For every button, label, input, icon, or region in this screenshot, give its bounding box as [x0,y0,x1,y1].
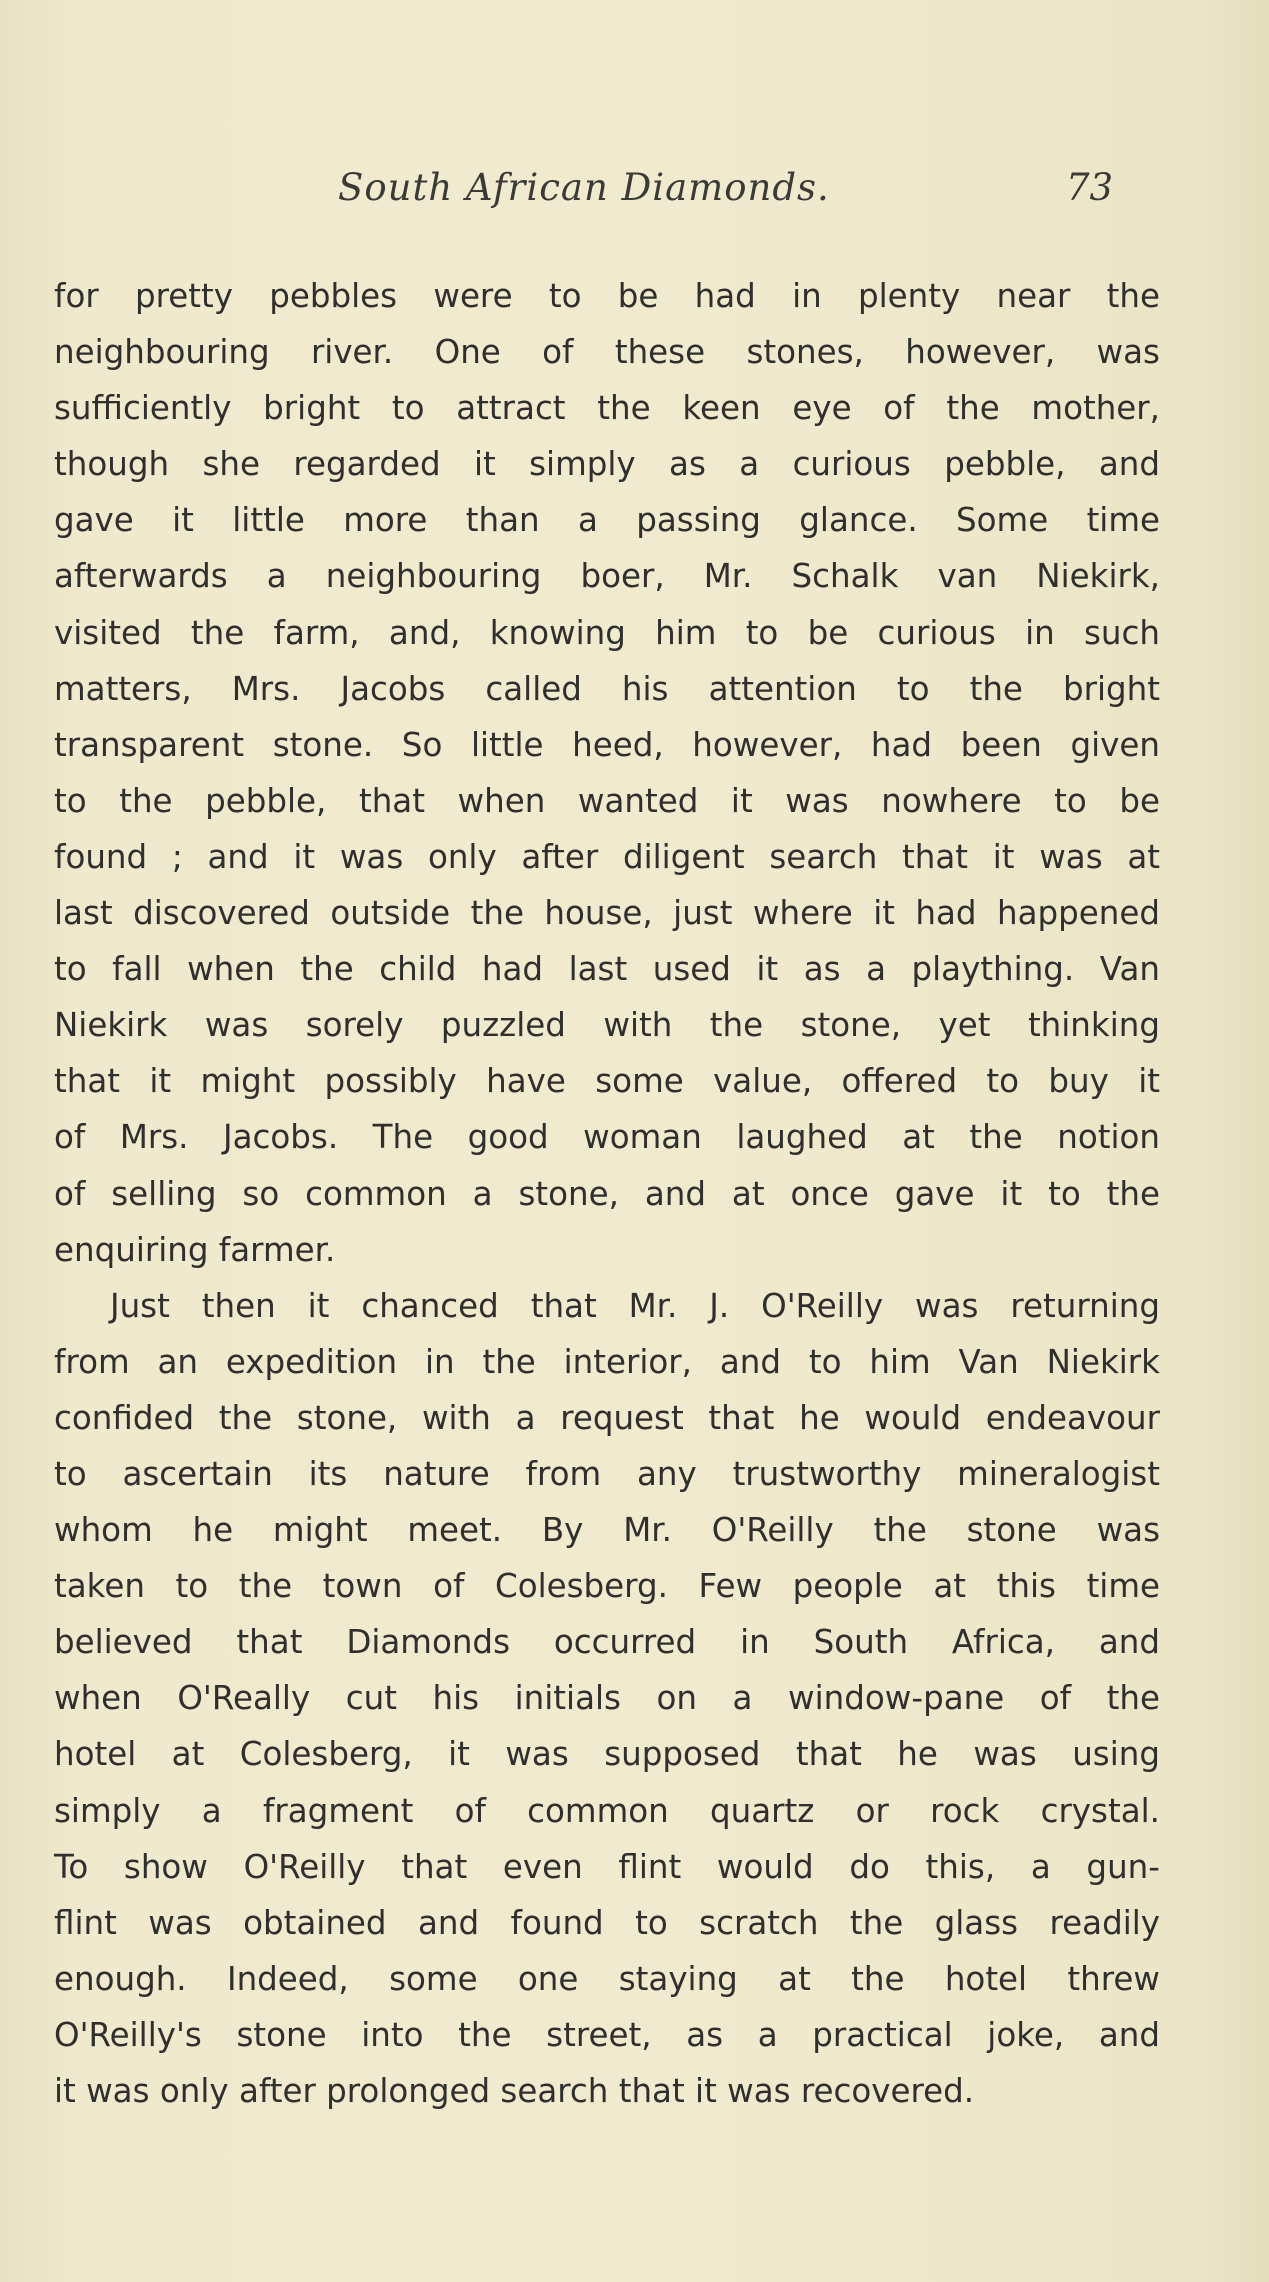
text-line: Niekirk was sorely puzzled with the stone, yet thinking [54,1006,1160,1045]
paragraph [54,1278,1160,2119]
paragraph [54,268,1160,1278]
text-line: matters, Mrs. Jacobs called his attention to the bright [54,669,1160,708]
text-line: hotel at Colesberg, it was supposed that he was using [54,1735,1160,1774]
text-line: confided the stone, with a request that he would endeavour [54,1398,1160,1437]
text-line: when O'Really cut his initials on a window-pane of the [54,1679,1160,1718]
text-line: neighbouring river. One of these stones, however, was [54,333,1160,372]
page-number: 73 [1066,166,1114,209]
text-line: to ascertain its nature from any trustworthy mineralogist [54,1454,1160,1493]
text-line: believed that Diamonds occurred in South Africa, and [54,1623,1160,1662]
text-line: it was only after prolonged search that it was recovered. [54,2072,975,2110]
text-line: to the pebble, that when wanted it was nowhere to be [54,781,1160,820]
text-line: for pretty pebbles were to be had in plenty near the [54,277,1160,315]
text-line: simply a fragment of common quartz or rock crystal. [54,1791,1160,1830]
running-title: South African Diamonds. [338,166,830,209]
running-head [0,166,1269,226]
text-line: gave it little more than a passing glance. Some time [54,501,1160,540]
text-line: that it might possibly have some value, offered to buy it [54,1062,1160,1101]
text-line: Just then it chanced that Mr. J. O'Reilly was returning [110,1286,1160,1325]
text-line: from an expedition in the interior, and to him Van Niekirk [54,1342,1160,1381]
text-line: to fall when the child had last used it as a plaything. Van [54,950,1160,989]
text-line: flint was obtained and found to scratch the glass readily [54,1903,1160,1942]
text-line: O'Reilly's stone into the street, as a practical joke, and [54,2015,1160,2054]
text-line: found ; and it was only after diligent search that it was at [54,837,1160,876]
text-line: sufficiently bright to attract the keen eye of the mother, [54,389,1160,428]
text-line: enough. Indeed, some one staying at the hotel threw [54,1959,1160,1998]
text-line: whom he might meet. By Mr. O'Reilly the stone was [54,1511,1160,1550]
text-line: To show O'Reilly that even flint would do this, a gun- [54,1847,1160,1886]
text-line: of Mrs. Jacobs. The good woman laughed at the notion [54,1118,1160,1157]
text-line: of selling so common a stone, and at once gave it to the [54,1174,1160,1213]
text-line: transparent stone. So little heed, however, had been given [54,725,1160,764]
text-line: though she regarded it simply as a curious pebble, and [54,445,1160,484]
text-line: visited the farm, and, knowing him to be curious in such [54,613,1160,652]
text-line: taken to the town of Colesberg. Few people at this time [54,1567,1160,1606]
body-text [54,268,1160,2119]
text-line: afterwards a neighbouring boer, Mr. Schalk van Niekirk, [54,557,1160,596]
text-line: last discovered outside the house, just where it had happened [54,894,1160,933]
text-line: enquiring farmer. [54,1230,336,1269]
